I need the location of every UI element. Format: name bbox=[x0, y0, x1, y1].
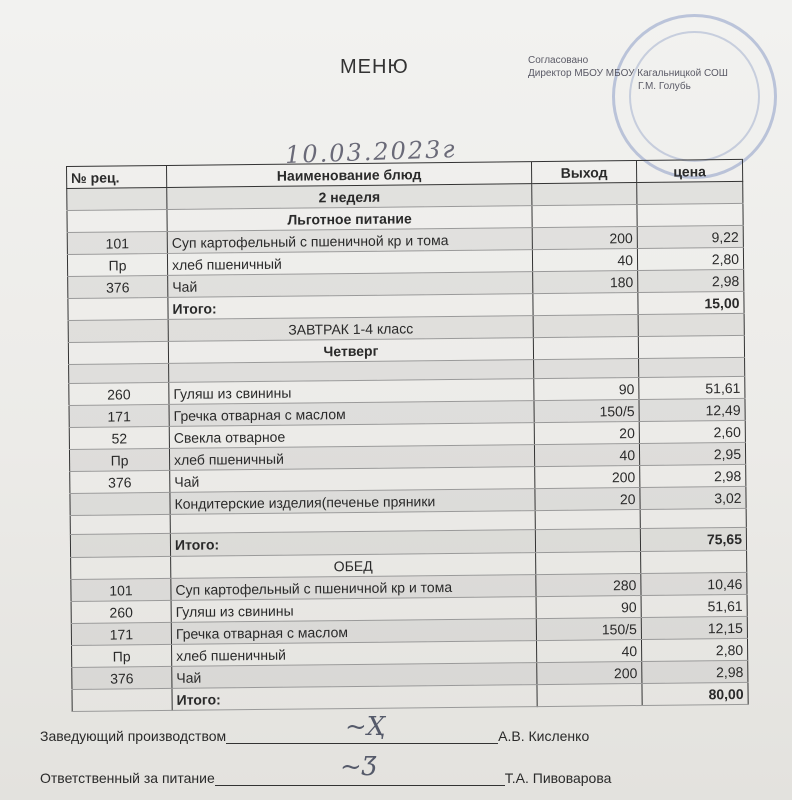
dish-output: 200 bbox=[537, 661, 642, 684]
dish-name: Гуляш из свинины bbox=[171, 597, 536, 623]
official-stamp bbox=[612, 14, 777, 179]
total-label: Итого: bbox=[170, 530, 535, 557]
rec-number: 171 bbox=[69, 404, 169, 427]
dish-price: 3,02 bbox=[640, 486, 746, 509]
dish-price: 2,98 bbox=[642, 660, 748, 683]
dish-price: 51,61 bbox=[641, 594, 747, 617]
dish-name: Суп картофельный с пшеничной кр и тома bbox=[167, 228, 532, 254]
manager-signature-line bbox=[40, 728, 589, 744]
rec-number: 376 bbox=[72, 666, 172, 689]
col-header-name: Наименование блюд bbox=[166, 162, 531, 188]
dish-output: 20 bbox=[534, 422, 639, 445]
dish-price: 2,60 bbox=[639, 420, 745, 443]
dish-price: 51,61 bbox=[639, 376, 745, 399]
rec-number: 52 bbox=[69, 426, 169, 449]
dish-price: 2,98 bbox=[640, 464, 746, 487]
dish-price: 2,80 bbox=[641, 638, 747, 661]
dish-output: 200 bbox=[532, 227, 637, 250]
rec-number: 260 bbox=[69, 382, 169, 405]
responsible-signature-scribble: ~Ӡ bbox=[340, 752, 377, 782]
dish-output: 90 bbox=[536, 596, 641, 619]
menu-date: 10.03.2023г bbox=[284, 135, 457, 169]
manager-signature-scribble: ~Ҳ bbox=[345, 712, 386, 742]
col-header-output: Выход bbox=[531, 161, 636, 184]
dish-output: 20 bbox=[535, 488, 640, 511]
dish-name: хлеб пшеничный bbox=[169, 445, 534, 471]
dish-output: 180 bbox=[533, 271, 638, 294]
dish-output: 150/5 bbox=[534, 400, 639, 423]
rec-number: 101 bbox=[71, 578, 171, 601]
approval-line-3: Г.М. Голубь bbox=[638, 81, 691, 92]
dish-price: 9,22 bbox=[637, 225, 743, 248]
manager-label: Заведующий производством bbox=[40, 728, 227, 744]
rec-number bbox=[70, 492, 170, 515]
approval-line-2: Директор МБОУ МБОУ Кагальницкой СОШ bbox=[528, 68, 728, 79]
responsible-label: Ответственный за питание bbox=[40, 770, 215, 786]
section3-title: ОБЕД bbox=[171, 553, 536, 579]
dish-name: Суп картофельный с пшеничной кр и тома bbox=[171, 575, 536, 601]
rec-number: 171 bbox=[71, 622, 171, 645]
rec-number: 376 bbox=[68, 275, 168, 298]
rec-number: Пр bbox=[72, 644, 172, 667]
total-value: 15,00 bbox=[638, 291, 744, 314]
approval-line-1: Согласовано bbox=[528, 55, 589, 66]
dish-price: 10,46 bbox=[641, 572, 747, 595]
total-value: 80,00 bbox=[642, 682, 748, 705]
dish-output: 90 bbox=[534, 378, 639, 401]
dish-name: Чай bbox=[172, 663, 537, 689]
rec-number: 376 bbox=[70, 470, 170, 493]
dish-name: Свекла отварное bbox=[169, 423, 534, 449]
responsible-signature-line bbox=[40, 770, 611, 786]
responsible-name: Т.А. Пивоварова bbox=[504, 770, 612, 786]
dish-name: Гречка отварная с маслом bbox=[169, 401, 534, 427]
menu-table bbox=[66, 159, 749, 712]
dish-output: 150/5 bbox=[536, 618, 641, 641]
dish-output: 40 bbox=[536, 639, 641, 662]
manager-name: А.В. Кисленко bbox=[498, 728, 590, 744]
dish-price: 12,15 bbox=[641, 616, 747, 639]
col-header-price: цена bbox=[636, 159, 742, 182]
section2-title: ЗАВТРАК 1-4 класс bbox=[168, 316, 533, 342]
total-label: Итого: bbox=[168, 294, 533, 320]
dish-price: 2,95 bbox=[639, 442, 745, 465]
dish-price: 2,98 bbox=[638, 269, 744, 292]
dish-output: 40 bbox=[532, 249, 637, 272]
rec-number: Пр bbox=[67, 253, 167, 276]
total-label: Итого: bbox=[172, 685, 537, 711]
col-header-rec: № рец. bbox=[67, 165, 167, 188]
page-title: МЕНЮ bbox=[340, 56, 409, 78]
section1-title: Льготное питание bbox=[167, 206, 532, 232]
dish-output: 280 bbox=[536, 574, 641, 597]
dish-name: Гуляш из свинины bbox=[169, 379, 534, 405]
dish-output: 200 bbox=[535, 466, 640, 489]
dish-name: Кондитерские изделия(печенье пряники bbox=[170, 489, 535, 515]
dish-name: Чай bbox=[170, 467, 535, 493]
dish-price: 12,49 bbox=[639, 398, 745, 421]
rec-number: Пр bbox=[69, 448, 169, 471]
dish-name: Чай bbox=[168, 272, 533, 298]
dish-name: хлеб пшеничный bbox=[167, 250, 532, 276]
total-value: 75,65 bbox=[640, 527, 746, 551]
dish-price: 2,80 bbox=[637, 247, 743, 270]
rec-number: 101 bbox=[67, 231, 167, 254]
rec-number: 260 bbox=[71, 600, 171, 623]
dish-name: Гречка отварная с маслом bbox=[171, 619, 536, 645]
dish-name: хлеб пшеничный bbox=[172, 641, 537, 667]
dish-output: 40 bbox=[534, 444, 639, 467]
week-label: 2 неделя bbox=[167, 184, 532, 210]
approval-block bbox=[528, 54, 748, 93]
day-label: Четверг bbox=[168, 338, 533, 364]
